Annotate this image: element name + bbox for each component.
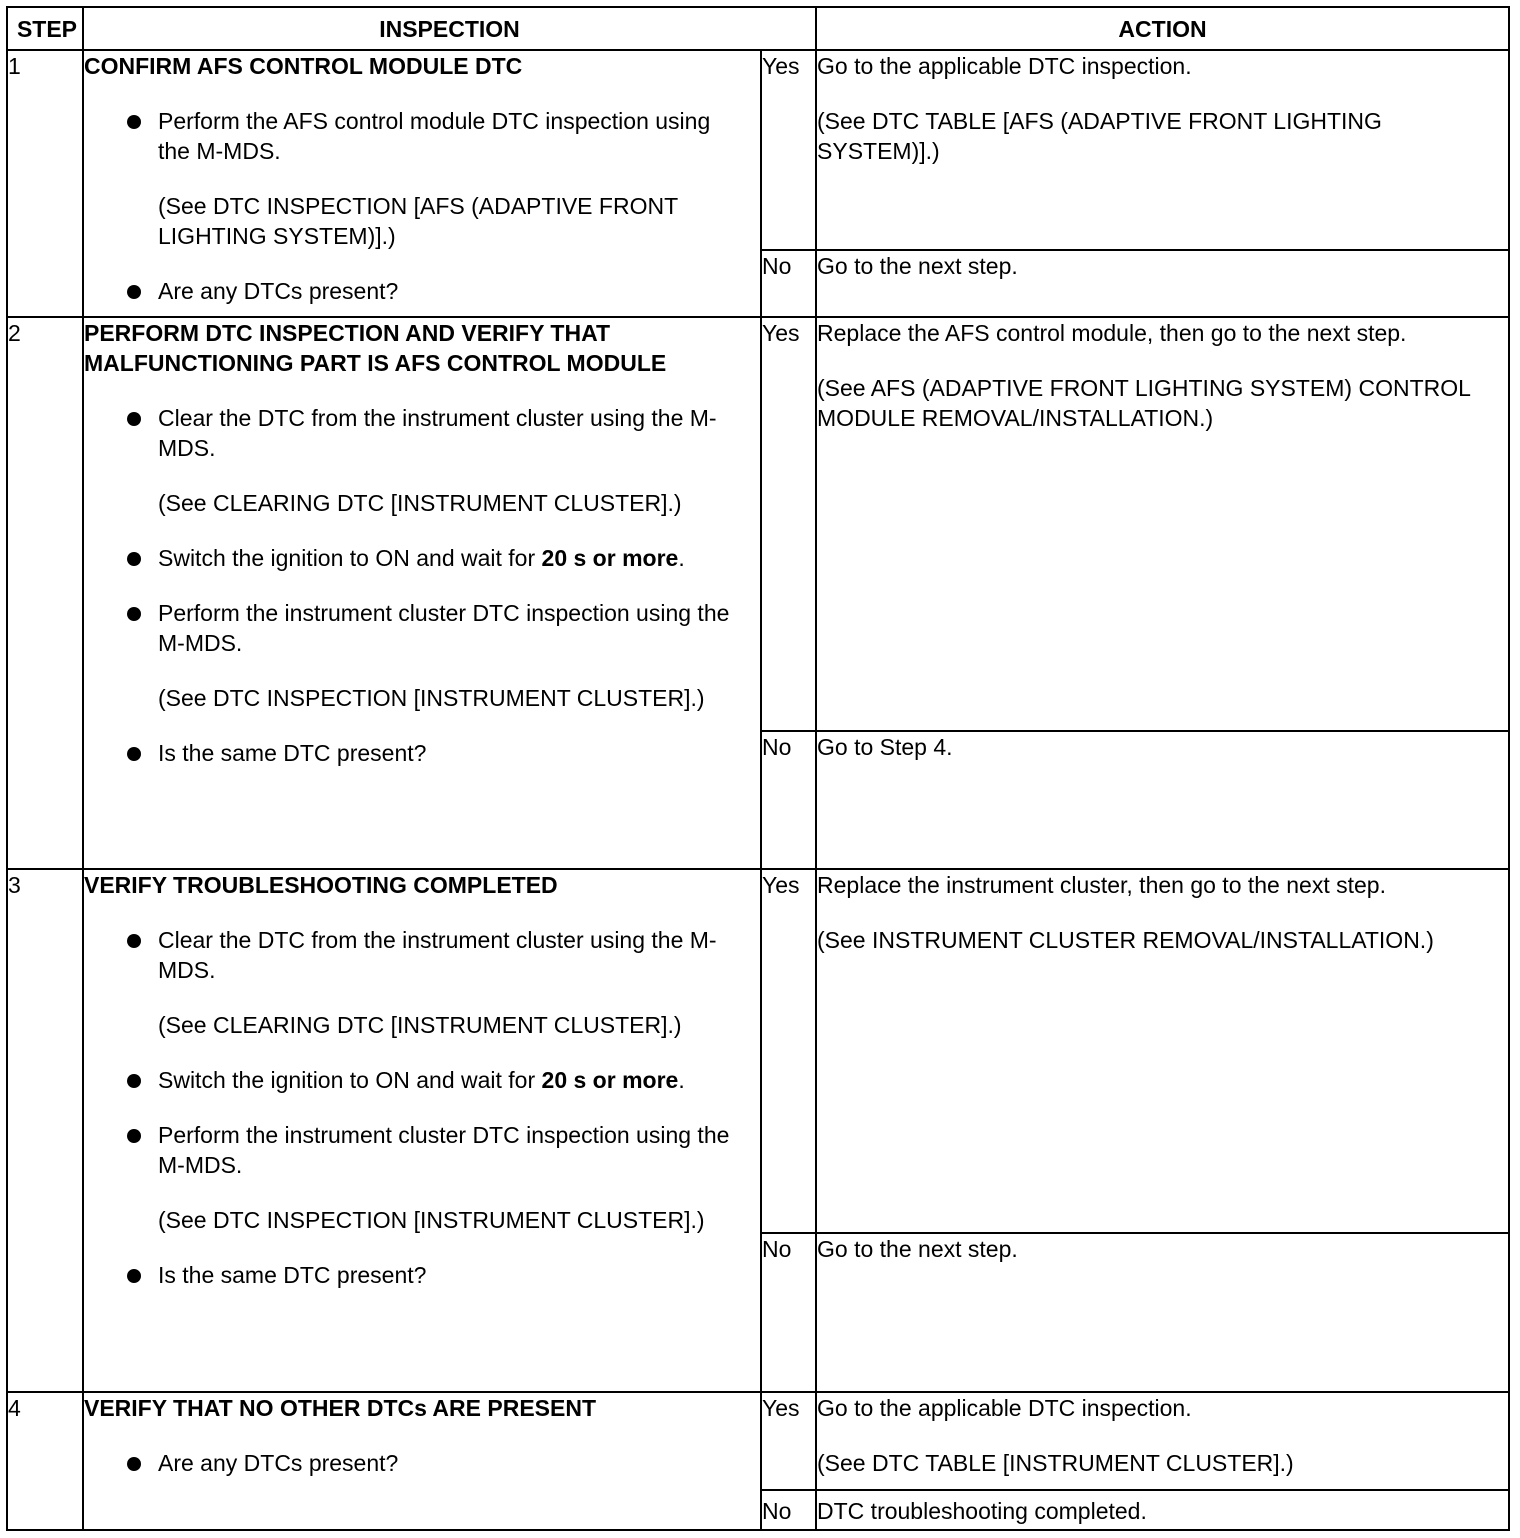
- inspection-bullet: [84, 1065, 760, 1095]
- step-number: 4: [7, 1392, 83, 1530]
- step-number: 3: [7, 869, 83, 1392]
- no-label: No: [761, 1490, 816, 1530]
- yes-label: Yes: [761, 869, 816, 1233]
- yes-action: [816, 317, 1509, 731]
- inspection-question: Are any DTCs present?: [84, 276, 760, 306]
- no-label: No: [761, 1233, 816, 1392]
- action-text: Replace the instrument cluster, then go to the next step.: [817, 872, 1386, 898]
- action-reference: (See AFS (ADAPTIVE FRONT LIGHTING SYSTEM) CONTROL MODULE REMOVAL/INSTALLATION.): [817, 375, 1471, 431]
- bullet-text: Switch the ignition to ON and wait for: [158, 1067, 542, 1093]
- bullet-text: Switch the ignition to ON and wait for: [158, 545, 542, 571]
- step-2-yes-row: [7, 317, 1509, 731]
- no-action: Go to the next step.: [816, 250, 1509, 317]
- inspection-bullet: [84, 543, 760, 573]
- no-label: No: [761, 731, 816, 869]
- action-text: Replace the AFS control module, then go to the next step.: [817, 320, 1407, 346]
- yes-action: [816, 1392, 1509, 1490]
- action-reference: (See DTC TABLE [INSTRUMENT CLUSTER].): [817, 1450, 1294, 1476]
- step-1-inspection: [83, 50, 761, 317]
- no-action: Go to Step 4.: [816, 731, 1509, 869]
- header-row: [7, 7, 1509, 50]
- yes-label: Yes: [761, 317, 816, 731]
- no-label: No: [761, 250, 816, 317]
- yes-label: Yes: [761, 50, 816, 250]
- inspection-question: Are any DTCs present?: [84, 1448, 760, 1478]
- yes-action: [816, 869, 1509, 1233]
- action-text: Go to the applicable DTC inspection.: [817, 1395, 1192, 1421]
- header-step: STEP: [7, 7, 83, 50]
- inspection-question: Is the same DTC present?: [84, 738, 760, 768]
- inspection-title: CONFIRM AFS CONTROL MODULE DTC: [84, 53, 523, 79]
- step-2-inspection: [83, 317, 761, 869]
- step-3-yes-row: [7, 869, 1509, 1233]
- inspection-reference: (See DTC INSPECTION [INSTRUMENT CLUSTER].): [158, 1207, 705, 1233]
- inspection-title: PERFORM DTC INSPECTION AND VERIFY THAT MALFUNCTIONING PART IS AFS CONTROL MODULE: [84, 320, 667, 376]
- inspection-bullet: Clear the DTC from the instrument cluster using the M-MDS.: [84, 925, 760, 985]
- inspection-bullet: Clear the DTC from the instrument cluster using the M-MDS.: [84, 403, 760, 463]
- step-3-inspection: [83, 869, 761, 1392]
- step-4-inspection: [83, 1392, 761, 1530]
- header-action: ACTION: [816, 7, 1509, 50]
- action-reference: (See DTC TABLE [AFS (ADAPTIVE FRONT LIGHTING SYSTEM)].): [817, 108, 1382, 164]
- inspection-question: Is the same DTC present?: [84, 1260, 760, 1290]
- diagnostic-procedure-table: [6, 6, 1510, 1531]
- yes-action: [816, 50, 1509, 250]
- header-inspection: INSPECTION: [83, 7, 816, 50]
- yes-label: Yes: [761, 1392, 816, 1490]
- inspection-reference: (See CLEARING DTC [INSTRUMENT CLUSTER].): [158, 1012, 682, 1038]
- step-1-yes-row: [7, 50, 1509, 250]
- inspection-reference: (See DTC INSPECTION [INSTRUMENT CLUSTER].): [158, 685, 705, 711]
- bullet-text-end: .: [678, 1067, 685, 1093]
- inspection-title: VERIFY THAT NO OTHER DTCs ARE PRESENT: [84, 1395, 597, 1421]
- action-reference: (See INSTRUMENT CLUSTER REMOVAL/INSTALLATION.): [817, 927, 1434, 953]
- no-action: Go to the next step.: [816, 1233, 1509, 1392]
- inspection-bullet: Perform the instrument cluster DTC inspection using the M-MDS.: [84, 1120, 760, 1180]
- inspection-bullet: Perform the instrument cluster DTC inspection using the M-MDS.: [84, 598, 760, 658]
- no-action: DTC troubleshooting completed.: [816, 1490, 1509, 1530]
- action-text: Go to the applicable DTC inspection.: [817, 53, 1192, 79]
- bullet-emphasis: 20 s or more: [541, 545, 679, 571]
- inspection-title: VERIFY TROUBLESHOOTING COMPLETED: [84, 872, 558, 898]
- step-number: 1: [7, 50, 83, 317]
- step-number: 2: [7, 317, 83, 869]
- inspection-reference: (See DTC INSPECTION [AFS (ADAPTIVE FRONT LIGHTING SYSTEM)].): [158, 193, 678, 249]
- inspection-reference: (See CLEARING DTC [INSTRUMENT CLUSTER].): [158, 490, 682, 516]
- step-4-yes-row: [7, 1392, 1509, 1490]
- inspection-bullet: Perform the AFS control module DTC inspection using the M-MDS.: [84, 106, 760, 166]
- bullet-emphasis: 20 s or more: [541, 1067, 679, 1093]
- bullet-text-end: .: [678, 545, 685, 571]
